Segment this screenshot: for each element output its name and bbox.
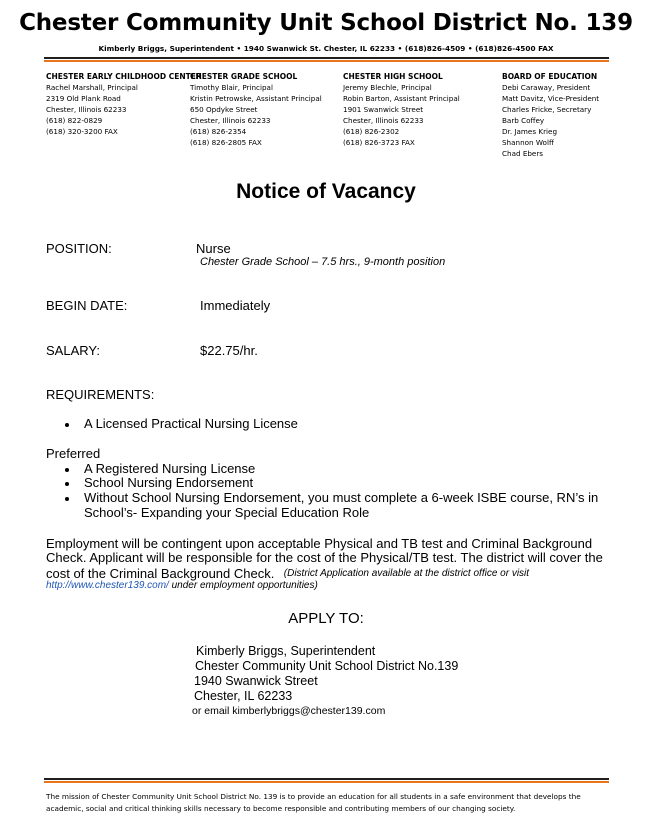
apply-line: Chester, IL 62233 <box>194 689 293 703</box>
column-heading: CHESTER EARLY CHILDHOOD CENTER <box>46 72 202 81</box>
column-line: Matt Davitz, Vice-President <box>502 94 600 103</box>
column-line: Shannon Wolff <box>502 138 554 147</box>
column-grade-school <box>190 71 322 148</box>
column-line: (618) 826-2805 FAX <box>190 138 262 147</box>
position-value: Nurse <box>196 241 231 256</box>
preferred-label: Preferred <box>46 446 101 461</box>
salary-label: SALARY: <box>46 343 100 358</box>
header-rule-accent <box>44 60 609 62</box>
column-line: Debi Caraway, President <box>502 83 591 92</box>
column-line: 1901 Swanwick Street <box>343 105 424 114</box>
preferred-item: Without School Nursing Endorsement, you must complete a 6-week ISBE course, RN’s in <box>84 490 599 505</box>
column-high-school <box>343 71 460 148</box>
begin-date-value: Immediately <box>200 298 271 313</box>
bullet-icon <box>65 482 69 486</box>
column-line: Barb Coffey <box>502 116 545 125</box>
column-line: 650 Opdyke Street <box>190 105 258 114</box>
requirements-label: REQUIREMENTS: <box>46 387 155 402</box>
column-line: Rachel Marshall, Principal <box>46 83 138 92</box>
employment-line: Check. Applicant will be responsible for the cost of the Physical/TB test. The district will cover the <box>46 550 603 565</box>
column-line: Robin Barton, Assistant Principal <box>343 94 460 103</box>
application-note: (District Application available at the district office or visit <box>283 568 530 579</box>
district-title: Chester Community Unit School District No. 139 <box>19 10 633 36</box>
apply-line: Kimberly Briggs, Superintendent <box>196 644 376 658</box>
requirement-item: A Licensed Practical Nursing License <box>84 416 298 431</box>
column-line: Charles Fricke, Secretary <box>502 105 592 114</box>
header-rule-dark <box>44 57 609 59</box>
column-line: (618) 320-3200 FAX <box>46 127 118 136</box>
apply-line: 1940 Swanwick Street <box>194 674 318 688</box>
notice-title: Notice of Vacancy <box>236 180 416 203</box>
column-heading: BOARD OF EDUCATION <box>502 72 598 81</box>
column-line: Chester, Illinois 62233 <box>343 116 424 125</box>
bullet-icon <box>65 423 69 427</box>
position-detail: Chester Grade School – 7.5 hrs., 9-month position <box>200 256 446 268</box>
column-line: 2319 Old Plank Road <box>46 94 121 103</box>
employment-line: Employment will be contingent upon acceptable Physical and TB test and Criminal Background <box>46 536 593 551</box>
column-line: Chester, Illinois 62233 <box>190 116 271 125</box>
application-link-line <box>46 580 318 591</box>
footer-rule-dark <box>44 778 609 780</box>
column-line: Timothy Blair, Principal <box>190 83 273 92</box>
position-label: POSITION: <box>46 241 112 256</box>
preferred-item-continued: School’s- Expanding your Special Education Role <box>84 505 370 520</box>
apply-heading: APPLY TO: <box>288 610 364 627</box>
bullet-icon <box>65 497 69 501</box>
apply-line: Chester Community Unit School District No.139 <box>195 659 459 673</box>
column-line: (618) 822-0829 <box>46 116 103 125</box>
mission-statement: The mission of Chester Community Unit School District No. 139 is to provide an education for all students in a safe environment that develops the academic, social and critical thinking skills necessary to become responsible and contributing members of our changing society. <box>46 792 581 813</box>
apply-email-line: or email kimberlybriggs@chester139.com <box>192 705 386 717</box>
column-board-of-education <box>502 71 599 159</box>
column-line: Kristin Petrowske, Assistant Principal <box>190 94 322 103</box>
column-line: (618) 826-2302 <box>343 127 400 136</box>
column-early-childhood <box>46 71 202 137</box>
column-line: (618) 826-3723 FAX <box>343 138 415 147</box>
salary-value: $22.75/hr. <box>200 343 258 358</box>
column-line: Dr. James Krieg <box>502 127 558 136</box>
column-heading: CHESTER HIGH SCHOOL <box>343 72 443 81</box>
column-heading: CHESTER GRADE SCHOOL <box>190 72 298 81</box>
apply-address-block <box>194 644 458 719</box>
preferred-item: School Nursing Endorsement <box>84 475 254 490</box>
district-contact-line: Kimberly Briggs, Superintendent • 1940 Swanwick St. Chester, IL 62233 • (618)826-4509 • (618)826-4500 FAX <box>98 44 554 53</box>
preferred-item: A Registered Nursing License <box>84 461 256 476</box>
footer-rule-accent <box>44 781 609 783</box>
column-line: Jeremy Blechle, Principal <box>343 83 432 92</box>
employment-line: cost of the Criminal Background Check. <box>46 566 275 581</box>
begin-date-label: BEGIN DATE: <box>46 298 128 313</box>
column-line: Chad Ebers <box>502 149 544 158</box>
application-note-end: under employment opportunities) <box>171 580 318 591</box>
district-website-link[interactable]: http://www.chester139.com/ <box>46 580 169 591</box>
bullet-icon <box>65 468 69 472</box>
column-line: (618) 826-2354 <box>190 127 247 136</box>
column-line: Chester, Illinois 62233 <box>46 105 127 114</box>
